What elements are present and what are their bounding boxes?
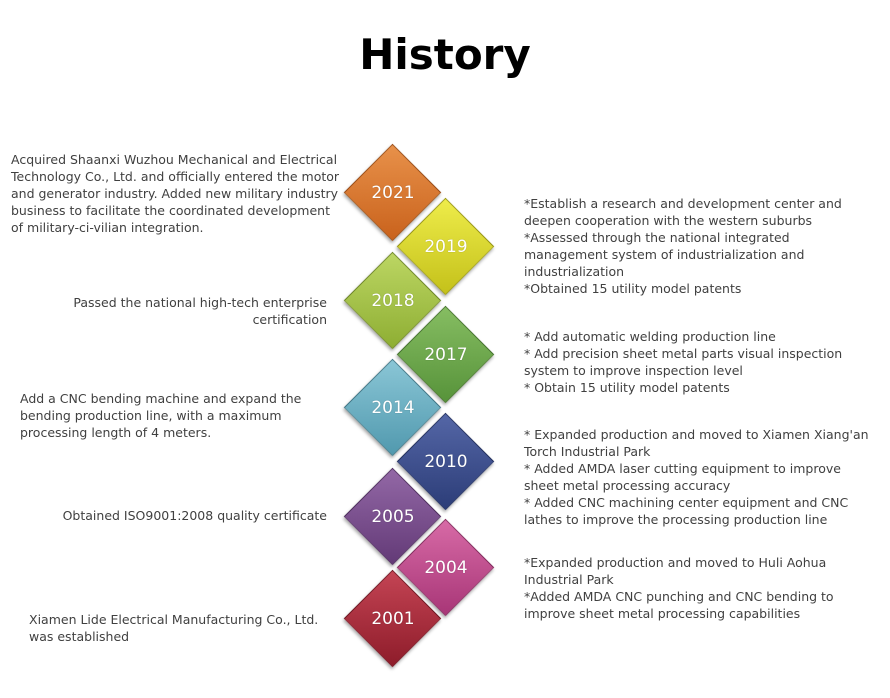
year-label-2004: 2004 [424, 558, 468, 578]
year-label-2001: 2001 [371, 609, 415, 629]
description-2010: * Expanded production and moved to Xiamen Xiang'an Torch Industrial Park * Added AMDA laser cutting equipment to improve sheet metal processing accuracy * Added CNC machining center equipment and CNC lathes to improve the processing production line [524, 427, 869, 527]
year-label-2010: 2010 [424, 452, 468, 472]
page-title: History [359, 30, 531, 79]
year-label-2021: 2021 [371, 183, 415, 203]
description-2014: Add a CNC bending machine and expand the bending production line, with a maximum processing length of 4 meters. [20, 391, 302, 440]
description-2017: * Add automatic welding production line * Add precision sheet metal parts visual inspection system to improve inspection level * Obtain 15 utility model patents [524, 329, 843, 395]
description-2001: Xiamen Lide Electrical Manufacturing Co., Ltd. was established [29, 612, 319, 644]
description-2018: Passed the national high-tech enterprise certification [73, 295, 327, 327]
year-label-2019: 2019 [424, 237, 468, 257]
year-label-2017: 2017 [424, 345, 468, 365]
year-label-2014: 2014 [371, 398, 415, 418]
year-label-2018: 2018 [371, 291, 415, 311]
year-label-2005: 2005 [371, 507, 415, 527]
description-2004: *Expanded production and moved to Huli Aohua Industrial Park *Added AMDA CNC punching and CNC bending to improve sheet metal processing capabilities [524, 555, 834, 621]
description-2019: *Establish a research and development center and deepen cooperation with the western suburbs *Assessed through the national integrated management system of industrialization and industrialization *Obtained 15 utility model patents [524, 196, 842, 296]
description-2021: Acquired Shaanxi Wuzhou Mechanical and Electrical Technology Co., Ltd. and officially entered the motor and generator industry. Added new military industry business to facilitate the coordinated development of military-ci-vilian integration. [11, 152, 340, 235]
description-2005: Obtained ISO9001:2008 quality certificate [62, 508, 327, 523]
